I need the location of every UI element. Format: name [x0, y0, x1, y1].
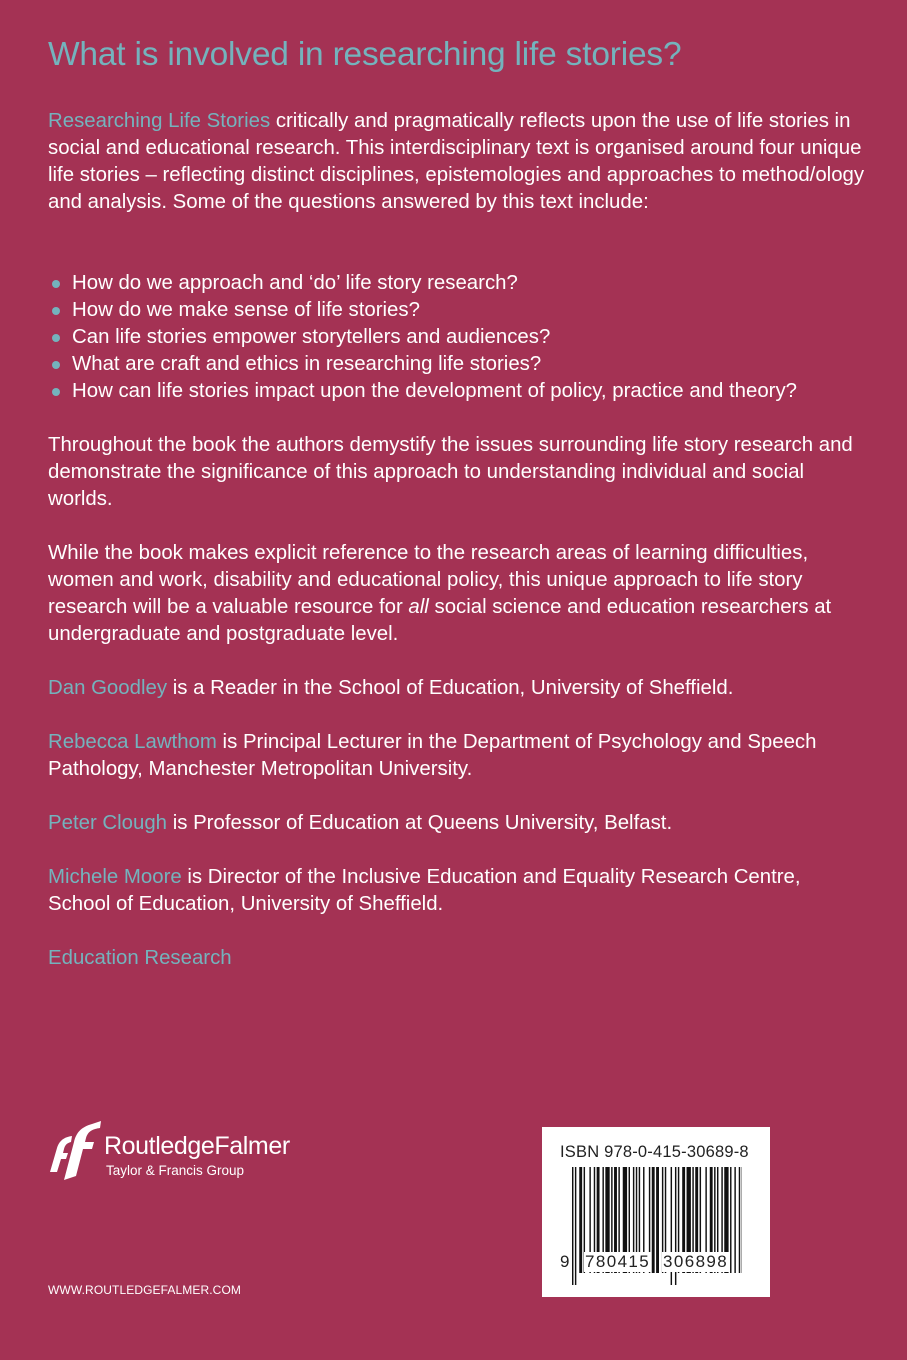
bullet-icon	[52, 307, 60, 315]
bullet-icon	[52, 280, 60, 288]
author-bio: Peter Clough is Professor of Education at Queens University, Belfast.	[48, 812, 673, 834]
audience-paragraph: While the book makes explicit reference to the research areas of learning difficulties, women and work, disability and educational policy, this unique approach to life story research will be a valuable resource for all social science and education researchers at undergraduate and postgraduate level.	[48, 542, 832, 645]
author-name: Peter Clough	[48, 812, 168, 834]
isbn-label: ISBN 978-0-415-30689-8	[560, 1143, 749, 1161]
author-name: Rebecca Lawthom	[48, 731, 217, 753]
publisher-website[interactable]: WWW.ROUTLEDGEFALMER.COM	[48, 1283, 241, 1297]
publisher-logo	[48, 1120, 328, 1182]
bullet-icon	[52, 388, 60, 396]
author-name: Michele Moore	[48, 866, 182, 888]
author-bio: Rebecca Lawthom is Principal Lecturer in the Department of Psychology and Speech Pathology, Manchester Metropolitan University.	[48, 731, 817, 780]
publisher-logo-icon	[48, 1120, 104, 1182]
author-bio: Michele Moore is Director of the Inclusive Education and Equality Research Centre, School of Education, University of Sheffield.	[48, 866, 801, 915]
author-name: Dan Goodley	[48, 677, 168, 699]
bullet-icon	[52, 361, 60, 369]
list-item: How can life stories impact upon the development of policy, practice and theory?	[48, 378, 878, 405]
intro-text: critically and pragmatically reflects upon the use of life stories in social and educational research. This interdisciplinary text is organised around four unique life stories – reflecting distinct disciplines, epistemologies and approaches to method/ology and analysis. Some of the questions answered by this text include:	[48, 110, 865, 213]
barcode-digits-right: 306898	[663, 1252, 729, 1271]
publisher-name: RoutledgeFalmer	[104, 1132, 290, 1160]
intro-paragraph	[48, 108, 868, 216]
list-item: How do we approach and ‘do’ life story research?	[48, 270, 878, 297]
question-list	[48, 270, 878, 405]
emphasis: all	[408, 596, 429, 618]
summary-paragraph: Throughout the book the authors demystify the issues surrounding life story research and demonstrate the significance of this approach to understanding individual and social worlds.	[48, 434, 853, 510]
barcode-digits-left: 780415	[585, 1252, 651, 1271]
cover-heading: What is involved in researching life stories?	[48, 36, 682, 73]
publisher-group: Taylor & Francis Group	[106, 1163, 245, 1178]
list-item: Can life stories empower storytellers and audiences?	[48, 324, 878, 351]
author-bio: Dan Goodley is a Reader in the School of Education, University of Sheffield.	[48, 677, 734, 699]
list-item: What are craft and ethics in researching life stories?	[48, 351, 878, 378]
book-title: Researching Life Stories	[48, 110, 271, 132]
isbn-barcode-box	[542, 1127, 770, 1297]
list-item: How do we make sense of life stories?	[48, 297, 878, 324]
bullet-icon	[52, 334, 60, 342]
subject-category: Education Research	[48, 947, 232, 969]
barcode-digit-first: 9	[560, 1252, 571, 1271]
